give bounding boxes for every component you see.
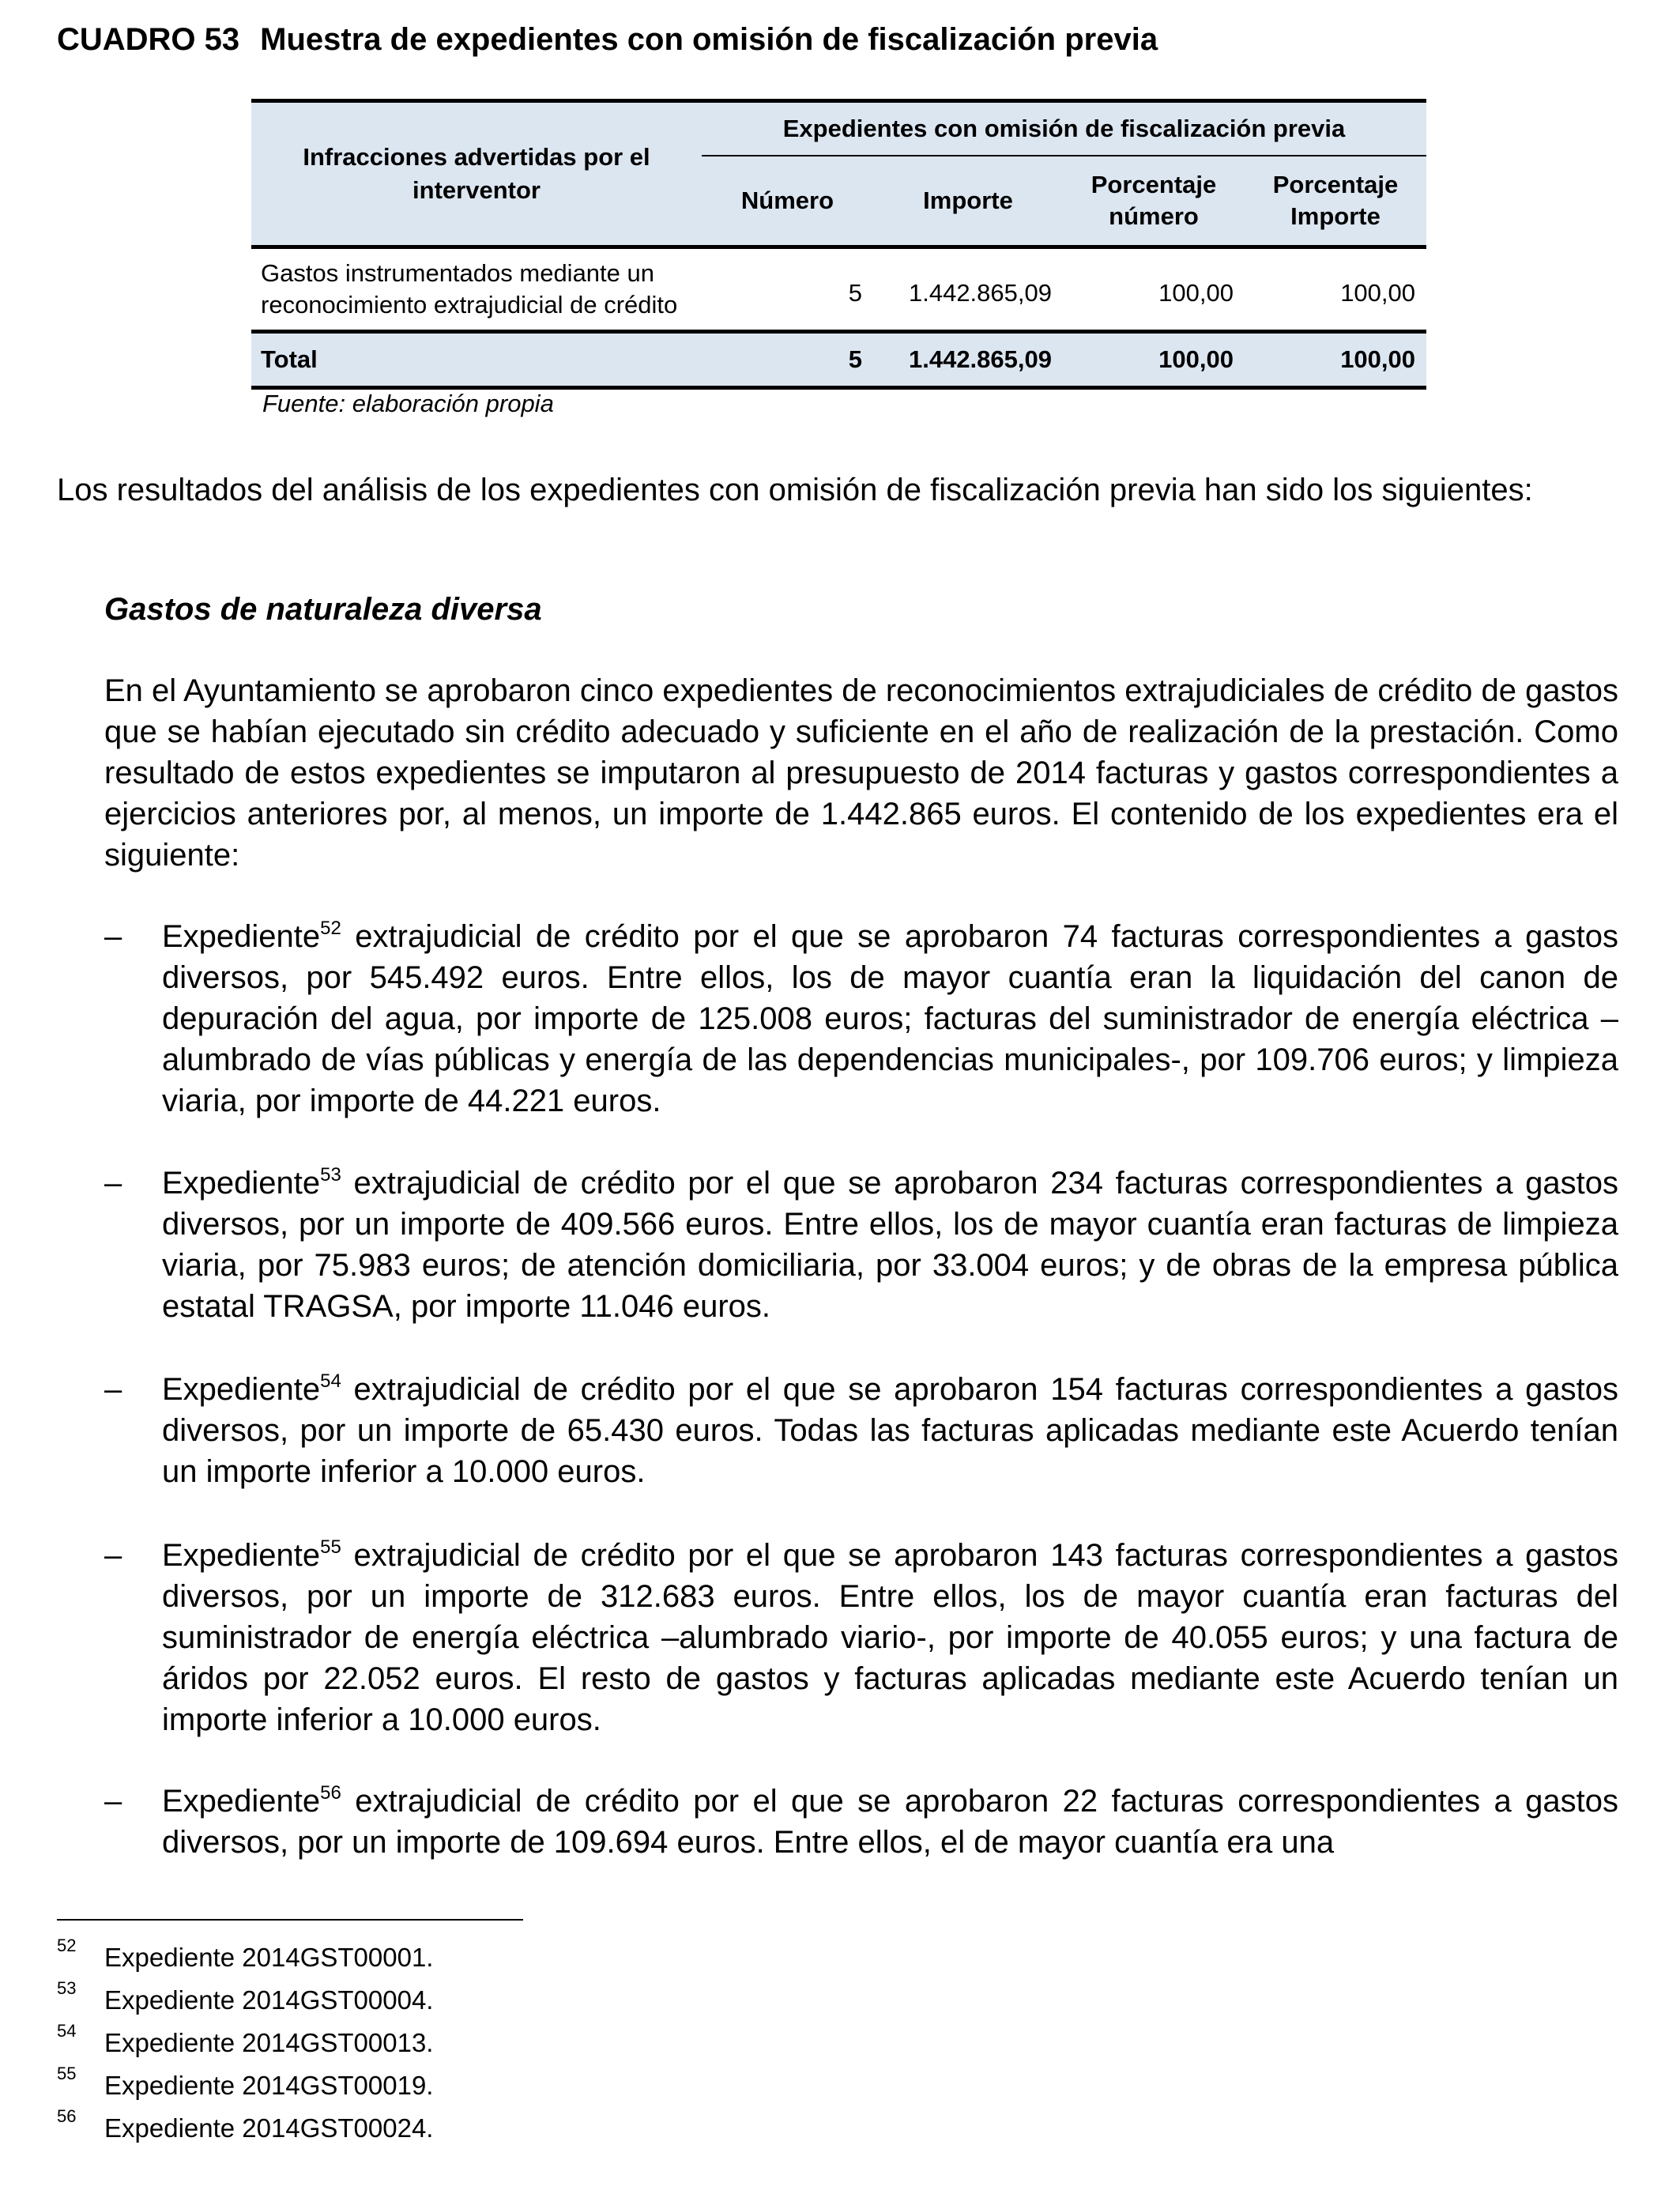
total-row	[251, 332, 1426, 388]
item-text: extrajudicial de crédito por el que se aprobaron 74 facturas correspondientes a gastos diversos, por 545.492 euros. Entre ellos, los de mayor cuantía eran la liquidación del canon de depuración del agua, por importe de 125.008 euros; facturas del suministrador de energía eléctrica –alumbrado de vías públicas y energía de las dependencias municipales-, por 109.706 euros; y limpieza viaria, por importe de 44.221 euros.	[162, 919, 1618, 1118]
list-item	[104, 1535, 1618, 1740]
list-item	[104, 1781, 1618, 1863]
footnote-text: Expediente 2014GST00001.	[104, 1943, 434, 1972]
total-pct-numero: 100,00	[1063, 332, 1245, 388]
row-label: Gastos instrumentados mediante un reconocimiento extrajudicial de crédito	[251, 247, 702, 332]
table-source: Fuente: elaboración propia	[262, 390, 554, 417]
group-header: Expedientes con omisión de fiscalización previa	[702, 101, 1426, 156]
item-text: extrajudicial de crédito por el que se aprobaron 22 facturas correspondientes a gastos diversos, por un importe de 109.694 euros. Entre ellos, el de mayor cuantía era una	[162, 1784, 1618, 1860]
item-lead: Expediente	[162, 919, 321, 954]
table-row	[251, 247, 1426, 332]
dash-bullet: –	[104, 1784, 122, 1819]
footnote-ref[interactable]: 53	[320, 1164, 341, 1186]
footnote-ref[interactable]: 52	[320, 918, 341, 939]
summary-table	[251, 99, 1426, 390]
item-text: extrajudicial de crédito por el que se aprobaron 154 facturas correspondientes a gastos diversos, por un importe de 65.430 euros. Todas las facturas aplicadas mediante este Acuerdo tenían un importe inferior a 10.000 euros.	[162, 1372, 1618, 1489]
footnote-text: Expediente 2014GST00013.	[104, 2028, 434, 2057]
item-text: extrajudicial de crédito por el que se aprobaron 143 facturas correspondientes a gastos diversos, por un importe de 312.683 euros. Entre ellos, los de mayor cuantía eran facturas del suministrador de energía eléctrica –alumbrado viario-, por importe de 40.055 euros; y una factura de áridos por 22.052 euros. El resto de gastos y facturas aplicadas mediante este Acuerdo tenían un importe inferior a 10.000 euros.	[162, 1538, 1618, 1737]
list-item	[104, 916, 1618, 1122]
item-lead: Expediente	[162, 1372, 321, 1407]
caption-title: Muestra de expedientes con omisión de fiscalización previa	[260, 22, 1158, 57]
footnote-text: Expediente 2014GST00019.	[104, 2071, 434, 2100]
summary-table-wrapper	[251, 99, 1426, 390]
intro-paragraph: Los resultados del análisis de los expedientes con omisión de fiscalización previa han sido los siguientes:	[57, 473, 1533, 507]
item-lead: Expediente	[162, 1166, 321, 1201]
item-text: extrajudicial de crédito por el que se aprobaron 234 facturas correspondientes a gastos diversos, por un importe de 409.566 euros. Entre ellos, los de mayor cuantía eran facturas de limpieza viaria, por 75.983 euros; de atención domiciliaria, por 33.004 euros; y de obras de la empresa pública estatal TRAGSA, por importe 11.046 euros.	[162, 1166, 1618, 1324]
column-header-pct-importe: Porcentaje Importe	[1245, 156, 1426, 247]
total-pct-importe: 100,00	[1245, 332, 1426, 388]
footnote-ref[interactable]: 55	[320, 1536, 341, 1558]
total-numero: 5	[702, 332, 873, 388]
list-item	[104, 1369, 1618, 1492]
left-header: Infracciones advertidas por el interventor	[251, 101, 702, 247]
footnote-number: 53	[57, 1978, 77, 1998]
column-header-numero: Número	[702, 156, 873, 247]
item-lead: Expediente	[162, 1538, 321, 1573]
table-caption	[57, 21, 1158, 58]
footnote-ref[interactable]: 56	[320, 1782, 341, 1804]
footnote-text: Expediente 2014GST00004.	[104, 1985, 434, 2015]
footnote-number: 56	[57, 2106, 77, 2126]
total-importe: 1.442.865,09	[873, 332, 1063, 388]
cell-importe: 1.442.865,09	[873, 247, 1063, 332]
footnote-text: Expediente 2014GST00024.	[104, 2113, 434, 2143]
dash-bullet: –	[104, 1538, 122, 1573]
main-paragraph: En el Ayuntamiento se aprobaron cinco expedientes de reconocimientos extrajudiciales de crédito de gastos que se habían ejecutado sin crédito adecuado y suficiente en el año de realización de la prestación. Como resultado de estos expedientes se imputaron al presupuesto de 2014 facturas y gastos correspondientes a ejercicios anteriores por, al menos, un importe de 1.442.865 euros. El contenido de los expedientes era el siguiente:	[104, 673, 1618, 873]
footnote-number: 52	[57, 1936, 77, 1955]
column-header-pct-numero: Porcentaje número	[1063, 156, 1245, 247]
item-lead: Expediente	[162, 1784, 321, 1819]
footnote-number: 55	[57, 2064, 77, 2083]
caption-number: CUADRO 53	[57, 22, 240, 57]
column-header-importe: Importe	[873, 156, 1063, 247]
dash-bullet: –	[104, 919, 122, 954]
section-subheading: Gastos de naturaleza diversa	[104, 592, 542, 627]
footnote-separator	[57, 1919, 523, 1921]
cell-pct-importe: 100,00	[1245, 247, 1426, 332]
footnote-ref[interactable]: 54	[320, 1370, 341, 1392]
dash-bullet: –	[104, 1166, 122, 1201]
cell-numero: 5	[702, 247, 873, 332]
list-item	[104, 1163, 1618, 1327]
total-label: Total	[251, 332, 702, 388]
footnote-number: 54	[57, 2021, 77, 2041]
cell-pct-numero: 100,00	[1063, 247, 1245, 332]
dash-bullet: –	[104, 1372, 122, 1407]
